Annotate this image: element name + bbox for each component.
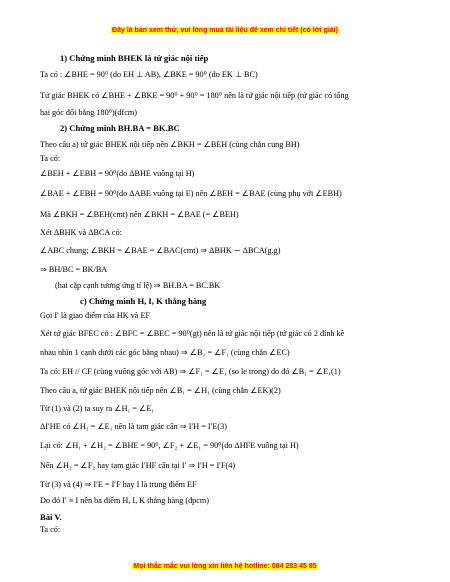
text-line: hai góc đối bằng 180⁰)(dfcm) <box>40 108 137 117</box>
text-line: ⇒ BH/BC = BK/BA <box>40 265 108 274</box>
text-line: Tứ giác BHEK có ∠BHE + ∠BKE = 90⁰ + 90⁰ = 180⁰ nên là tứ giác nội tiếp (tứ giác có tổng <box>40 91 349 100</box>
section-heading: 2) Chứng minh BH.BA = BK.BC <box>60 123 180 133</box>
hotline-notice-banner <box>0 563 450 570</box>
text-line: Xét ΔBHK và ΔBCA có: <box>40 228 122 237</box>
hotline-notice-text: Mọi thắc mắc vui lòng xin liên hệ hotline: 084 283 45 85 <box>133 563 317 570</box>
text-line: Gọi I′ là giao điểm của HK và EF <box>40 311 151 320</box>
text-line: Nên ∠H₂ = ∠F₂ hay tam giác I′HF cân tại I′ ⇒ I′H = I′F(4) <box>40 461 236 470</box>
text-line: Lại có: ∠H₁ + ∠H₂ = ∠BHE = 90⁰, ∠F₂ + ∠E₁ = 90⁰(do ΔHFE vuông tại H) <box>40 441 299 450</box>
text-line: ∠BAE + ∠EBH = 90⁰(do ΔABE vuông tại E) nên ∠BEH = ∠BAE (cùng phụ với ∠EBH) <box>40 189 342 198</box>
section-heading: 1) Chứng minh BHEK là tứ giác nội tiếp <box>60 53 209 63</box>
section-heading: Bài V. <box>40 512 62 522</box>
preview-notice-banner <box>0 27 450 34</box>
text-line: Xét tứ giác BFEC có : ∠BFC = ∠BEC = 90⁰(gt) nên là tứ giác nội tiếp (tứ giác có 2 đỉnh kề <box>40 329 345 338</box>
text-line: ∠ABC chung; ∠BKH = ∠BAE = ∠BAC(cmt) ⇒ ΔBHK ∽ ΔBCA(g.g) <box>40 246 281 255</box>
text-line: Do đó I′ ≡ I nên ba điểm H, I, K thẳng hàng (đpcm) <box>40 496 209 505</box>
preview-notice-text: Đây là bản xem thử, vui lòng mua tài liệu để xem chi tiết (có lời giải) <box>112 27 338 34</box>
text-line: Mà ∠BKH = ∠BEH(cmt) nên ∠BKH = ∠BAE (= ∠BEH) <box>40 210 239 219</box>
text-line: Từ (3) và (4) ⇒ I′E = I′F hay I là trung điểm EF <box>40 480 197 489</box>
text-line: ∠BEH + ∠EBH = 90⁰(do ΔBHE vuông tại H) <box>40 169 195 178</box>
text-line: Từ (1) và (2) ta suy ra ∠H₁ = ∠E₁ <box>40 404 155 413</box>
text-line: Theo câu a) tứ giác BHEK nội tiếp nên ∠BKH = ∠BEH (cùng chắn cung BH) <box>40 140 300 149</box>
text-line: Ta có: <box>40 525 61 534</box>
text-line: Theo câu a, tứ giác BHEK nội tiếp nên ∠B₁ = ∠H₁ (cùng chắn ∠EK)(2) <box>40 386 281 395</box>
text-line: (hai cặp cạnh tương ứng tỉ lệ) ⇒ BH.BA = BC.BK <box>55 281 221 290</box>
text-line: Ta có : ∠BHE = 90⁰ (do EH ⊥ AB), ∠BKE = 90⁰ (do EK ⊥ BC) <box>40 70 258 79</box>
text-line: ΔI′HE có ∠H₁ = ∠E₁ nên là tam giác cân ⇒ I′H = I′E(3) <box>40 422 227 431</box>
text-line: Ta có: <box>40 154 61 163</box>
text-line: Ta có: EH // CF (cùng vuông góc với AB) ⇒ ∠F₁ = ∠E₁ (so le trong) do đó ∠B₁ = ∠E₁(1) <box>40 367 341 376</box>
section-heading: c) Chứng minh H, I, K thẳng hàng <box>80 296 207 306</box>
text-line: nhau nhìn 1 cạnh dưới các góc bằng nhau) ⇒ ∠B₁ = ∠F₁ (cùng chắn ∠EC) <box>40 348 290 357</box>
